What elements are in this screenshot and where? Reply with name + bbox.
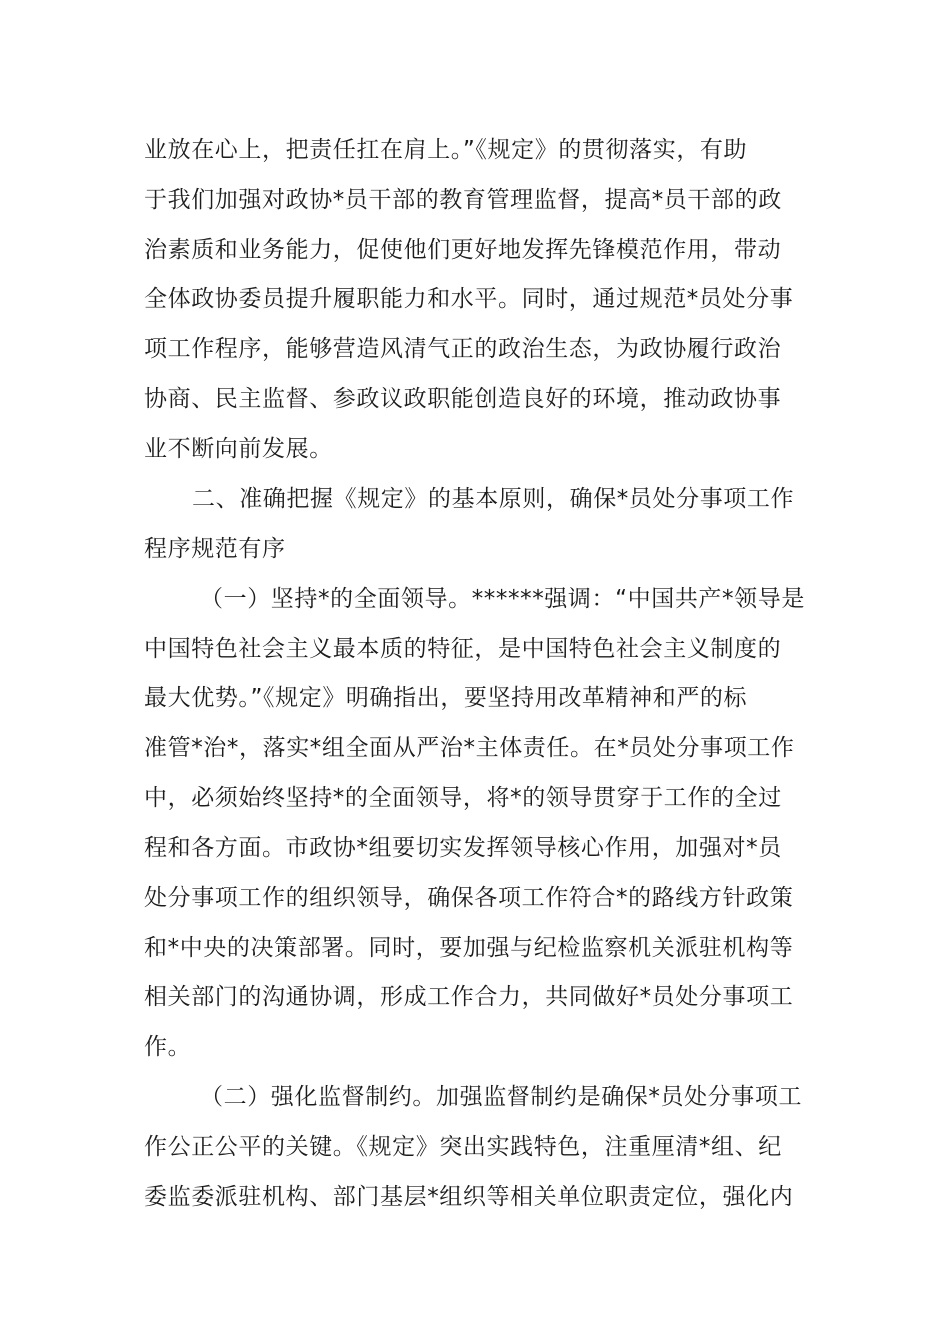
section-heading-continued: 程序规范有序	[144, 536, 286, 562]
text-line: 中国特色社会主义最本质的特征，是中国特色社会主义制度的	[144, 636, 782, 662]
text-line: 程和各方面。市政协*组要切实发挥领导核心作用，加强对*员	[144, 835, 782, 861]
text-line: 最大优势。”《规定》明确指出，要坚持用改革精神和严的标	[144, 685, 748, 711]
text-line: 全体政协委员提升履职能力和水平。同时，通过规范*员处分事	[144, 286, 794, 312]
text-line: 于我们加强对政协*员干部的教育管理监督，提高*员干部的政	[144, 187, 782, 213]
text-line: 处分事项工作的组织领导，确保各项工作符合*的路线方针政策	[144, 885, 794, 911]
text-line: 作公正公平的关键。《规定》突出实践特色，注重厘清*组、纪	[144, 1134, 782, 1160]
text-line: 作。	[144, 1034, 192, 1060]
text-line: 中，必须始终坚持*的全面领导，将*的领导贯穿于工作的全过	[144, 785, 782, 811]
text-line: 业放在心上，把责任扛在肩上。”《规定》的贯彻落实，有助	[144, 137, 748, 163]
text-line: 和*中央的决策部署。同时，要加强与纪检监察机关派驻机构等	[144, 935, 794, 961]
text-line: 相关部门的沟通协调，形成工作合力，共同做好*员处分事项工	[144, 984, 794, 1010]
text-line: 治素质和业务能力，促使他们更好地发挥先锋模范作用，带动	[144, 237, 782, 263]
text-line: 协商、民主监督、参政议政职能创造良好的环境，推动政协事	[144, 386, 782, 412]
section-heading: 二、准确把握《规定》的基本原则，确保*员处分事项工作	[192, 486, 795, 512]
subsection-1-start: （一）坚持*的全面领导。******强调：“中国共产*领导是	[200, 586, 805, 612]
text-line: 项工作程序，能够营造风清气正的政治生态，为政协履行政治	[144, 336, 782, 362]
text-line: 准管*治*，落实*组全面从严治*主体责任。在*员处分事项工作	[144, 735, 795, 761]
text-line: 委监委派驻机构、部门基层*组织等相关单位职责定位，强化内	[144, 1184, 794, 1210]
text-line: 业不断向前发展。	[144, 436, 333, 462]
subsection-2-start: （二）强化监督制约。加强监督制约是确保*员处分事项工	[200, 1084, 803, 1110]
